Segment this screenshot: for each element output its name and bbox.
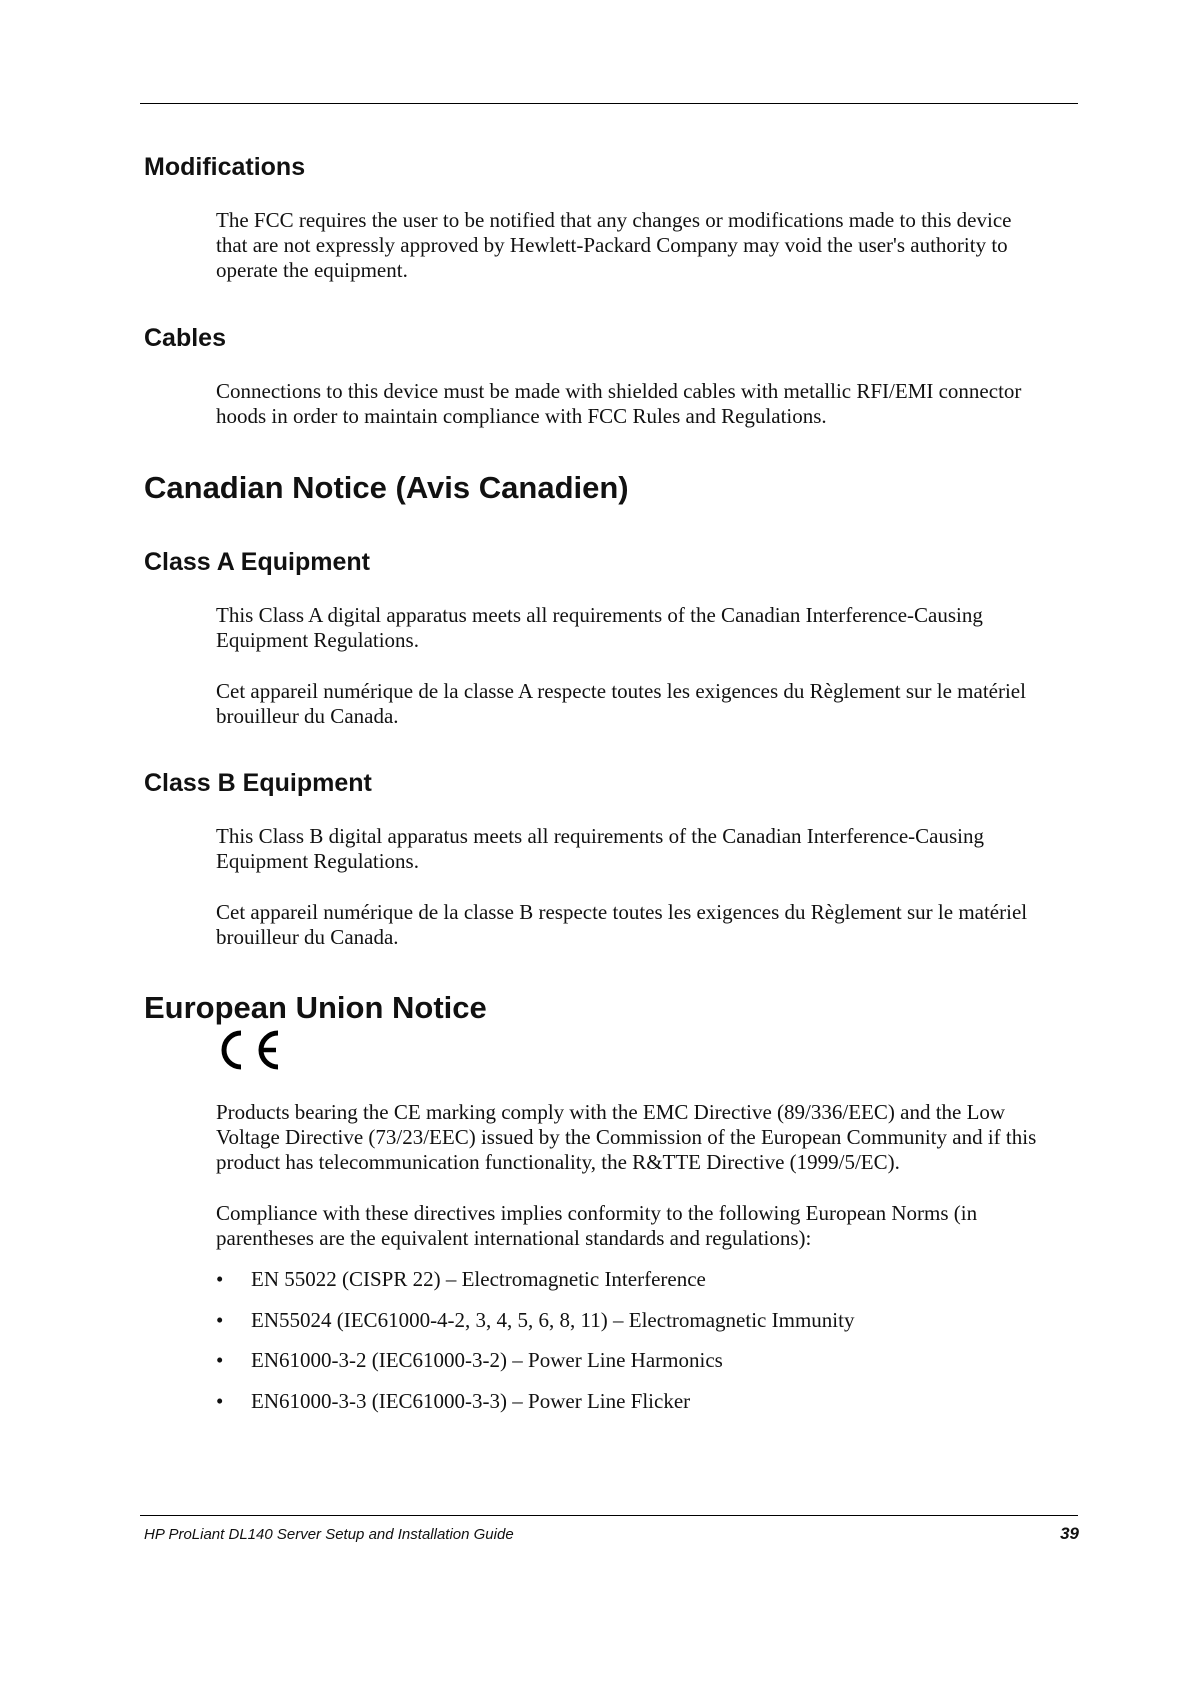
bullet-icon: •: [216, 1348, 224, 1372]
heading-cables: Cables: [144, 324, 226, 352]
norm-text: EN61000-3-2 (IEC61000-3-2) – Power Line Harmonics: [251, 1348, 723, 1372]
eu-norms-list: [216, 1267, 1076, 1429]
class-a-english-paragraph: This Class A digital apparatus meets all requirements of the Canadian Interference-Causing Equipment Regulations.: [216, 603, 983, 652]
cables-paragraph: Connections to this device must be made with shielded cables with metallic RFI/EMI connector hoods in order to maintain compliance with FCC Rules and Regulations.: [216, 379, 1022, 428]
class-b-french-paragraph: Cet appareil numérique de la classe B respecte toutes les exigences du Règlement sur le matériel brouilleur du Canada.: [216, 900, 1028, 949]
norm-text: EN 55022 (CISPR 22) – Electromagnetic Interference: [251, 1267, 706, 1291]
ce-mark-icon: [216, 1028, 286, 1072]
footer-document-title: HP ProLiant DL140 Server Setup and Installation Guide: [144, 1526, 514, 1543]
eu-norms-intro-paragraph: Compliance with these directives implies conformity to the following European Norms (in parentheses are the equivalent international standards and regulations):: [216, 1201, 978, 1250]
eu-directives-paragraph: Products bearing the CE marking comply with the EMC Directive (89/336/EEC) and the Low Voltage Directive (73/23/EEC) issued by the Commission of the European Community and if this product has telecommunication functionality, the R&TTE Directive (1999/5/EC).: [216, 1100, 1037, 1174]
modifications-paragraph: The FCC requires the user to be notified that any changes or modifications made to this device that are not expressly approved by Hewlett-Packard Company may void the user's authority to operate the equipment.: [216, 208, 1012, 282]
footer-rule: [140, 1515, 1078, 1516]
norm-text: EN55024 (IEC61000-4-2, 3, 4, 5, 6, 8, 11) – Electromagnetic Immunity: [251, 1307, 855, 1332]
list-item: [216, 1308, 1076, 1333]
header-rule: [140, 103, 1078, 104]
norm-text: EN61000-3-3 (IEC61000-3-3) – Power Line Flicker: [251, 1388, 691, 1413]
bullet-icon: •: [216, 1388, 224, 1413]
list-item: [216, 1267, 1076, 1292]
heading-canadian-notice: Canadian Notice (Avis Canadien): [144, 470, 629, 505]
heading-modifications: Modifications: [144, 153, 306, 181]
heading-class-b: Class B Equipment: [144, 769, 372, 797]
page-number: 39: [1060, 1524, 1079, 1543]
heading-eu-notice: European Union Notice: [144, 990, 487, 1025]
class-b-english-paragraph: This Class B digital apparatus meets all requirements of the Canadian Interference-Causing Equipment Regulations.: [216, 824, 985, 873]
bullet-icon: •: [216, 1267, 224, 1291]
bullet-icon: •: [216, 1307, 224, 1332]
list-item: [216, 1348, 1076, 1373]
class-a-french-paragraph: Cet appareil numérique de la classe A respecte toutes les exigences du Règlement sur le matériel brouilleur du Canada.: [216, 679, 1026, 728]
heading-class-a: Class A Equipment: [144, 548, 370, 576]
list-item: [216, 1389, 1076, 1414]
